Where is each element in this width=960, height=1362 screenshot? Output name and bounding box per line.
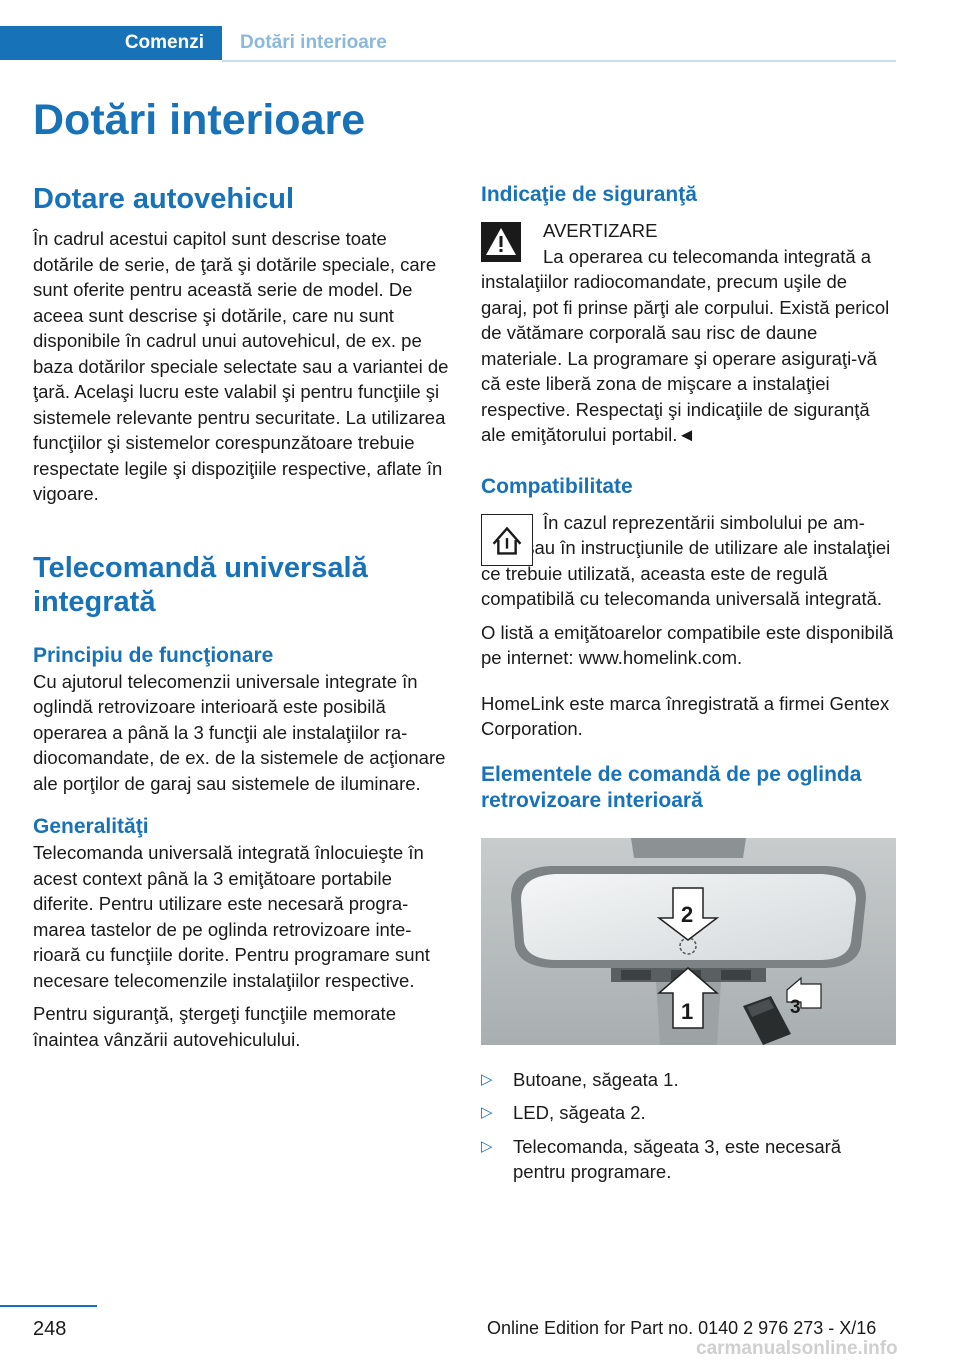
mirror-illustration bbox=[481, 838, 896, 1045]
list-item-text: Telecomanda, săgeata 3, este necesară pentru programare. bbox=[513, 1135, 842, 1182]
tab-dotari-interioare[interactable]: Dotări interioare bbox=[240, 32, 387, 53]
list-item-text: Butoane, săgeata 1. bbox=[513, 1068, 679, 1090]
paragraph-homelink: HomeLink este marca înregistrată a firmei Gentex Corporation. bbox=[481, 692, 890, 739]
triangle-bullet-icon: ▷ bbox=[481, 1104, 493, 1121]
homelink-house-icon bbox=[481, 514, 533, 566]
paragraph-generalitati-1: Telecomanda universală integrată înlocuieşte în acest context până la 3 emiţătoare portabile diferite. Pentru utilizare este necesară programarea tastelor de pe oglinda retrovizoare interioară cu funcţiile dorite. Pentru programare sunt necesare telecomenzile instalaţiilor respective. bbox=[33, 842, 430, 991]
left-column bbox=[33, 182, 451, 1052]
footer-edition: Online Edition for Part no. 0140 2 976 273 - X/16 bbox=[487, 1318, 877, 1338]
heading-elemente-comanda: Elementele de comandă de pe oglinda retrovizoare interioară bbox=[481, 762, 862, 812]
page-number: 248 bbox=[33, 1318, 67, 1340]
paragraph-compat-body: În cazul reprezentării simbolului pe ambalaj sau în instrucţiunile de utilizare ale instalaţiei ce trebuie utilizată, aceasta este de regulă compatibilă cu telecomanda universală integrată. bbox=[481, 511, 891, 609]
header-divider bbox=[222, 60, 896, 62]
list-item bbox=[481, 1100, 896, 1126]
list-item bbox=[481, 1134, 896, 1185]
figure-label-2: 2 bbox=[681, 901, 694, 927]
warning-triangle-icon bbox=[481, 222, 521, 262]
mirror-figure bbox=[481, 838, 896, 1045]
paragraph-dotare: În cadrul acestui capitol sunt descrise toate dotările de serie, de ţară şi dotările speciale, care sunt oferite pentru această serie de model. De aceea sunt descrise şi dotările, care nu sunt disponibile în cadrul unui autovehicul, de ex. pe baza dotărilor speciale selectate sau a variantei de ţară. Acelaşi lucru este valabil şi pentru funcţiile şi sistemele relevante pentru securitate. La utilizarea funcţiilor şi sistemelor corespunzătoare trebuie respectate legile şi dispoziţiile respective, aflate în vigoare. bbox=[33, 228, 449, 504]
heading-principiu-functionare: Principiu de funcţionare bbox=[33, 643, 274, 667]
list-item bbox=[481, 1067, 896, 1093]
triangle-bullet-icon: ▷ bbox=[481, 1137, 493, 1155]
paragraph-generalitati-2: Pentru siguranţă, ştergeţi funcţiile memorate înaintea vânzării autovehiculului. bbox=[33, 1003, 396, 1050]
page-title: Dotări interioare bbox=[33, 96, 366, 144]
heading-compatibilitate: Compatibilitate bbox=[481, 474, 633, 498]
tab-comenzi[interactable]: Comenzi bbox=[0, 26, 222, 60]
heading-generalitati: Generalităţi bbox=[33, 815, 149, 838]
paragraph-lista: O listă a emiţătoarelor compatibile este disponibilă pe internet: www.homelink.com. bbox=[481, 621, 894, 668]
paragraph-principiu: Cu ajutorul telecomenzii universale integrate în oglindă retrovizoare interioară este posibilă operarea a până la 3 funcţii ale instalaţiilor radiocomandate, de ex. de la sistemele de acţionare ale porţilor de garaj sau sistemele de iluminare. bbox=[33, 670, 446, 794]
legend-list bbox=[481, 1067, 896, 1185]
watermark: carmanualsonline.info bbox=[696, 1338, 898, 1359]
figure-label-3: 3 bbox=[790, 996, 801, 1018]
heading-indicatie-siguranta: Indicaţie de siguranţă bbox=[481, 183, 697, 206]
warning-text bbox=[481, 244, 896, 448]
list-item-text: LED, săgeata 2. bbox=[513, 1102, 646, 1123]
footer-divider bbox=[0, 1305, 97, 1307]
header-tabs bbox=[0, 26, 896, 62]
warning-block bbox=[481, 218, 896, 448]
compat-block bbox=[481, 510, 896, 612]
right-column bbox=[481, 182, 896, 1193]
figure-label-1: 1 bbox=[681, 998, 694, 1024]
warning-text-body: La operarea cu telecomanda integrată a instalaţiilor radiocomandate, precum uşile de garaj, pot fi prinse părţi ale corpului. Există pericol de vătămare corporală sau risc de daune materiale. La programare şi operare asiguraţi-vă că este liberă zona de mişcare a instalaţiei respective. Respectaţi şi indicaţiile de siguranţă ale emiţătorului portabil.◄ bbox=[481, 245, 890, 445]
warning-label: AVERTIZARE bbox=[543, 220, 658, 241]
triangle-bullet-icon: ▷ bbox=[481, 1070, 493, 1088]
paragraph-compat bbox=[481, 510, 896, 612]
heading-dotare-autovehicul: Dotare autovehicul bbox=[33, 183, 295, 215]
heading-telecomanda-universala: Telecomandă universală integrată bbox=[33, 551, 368, 618]
